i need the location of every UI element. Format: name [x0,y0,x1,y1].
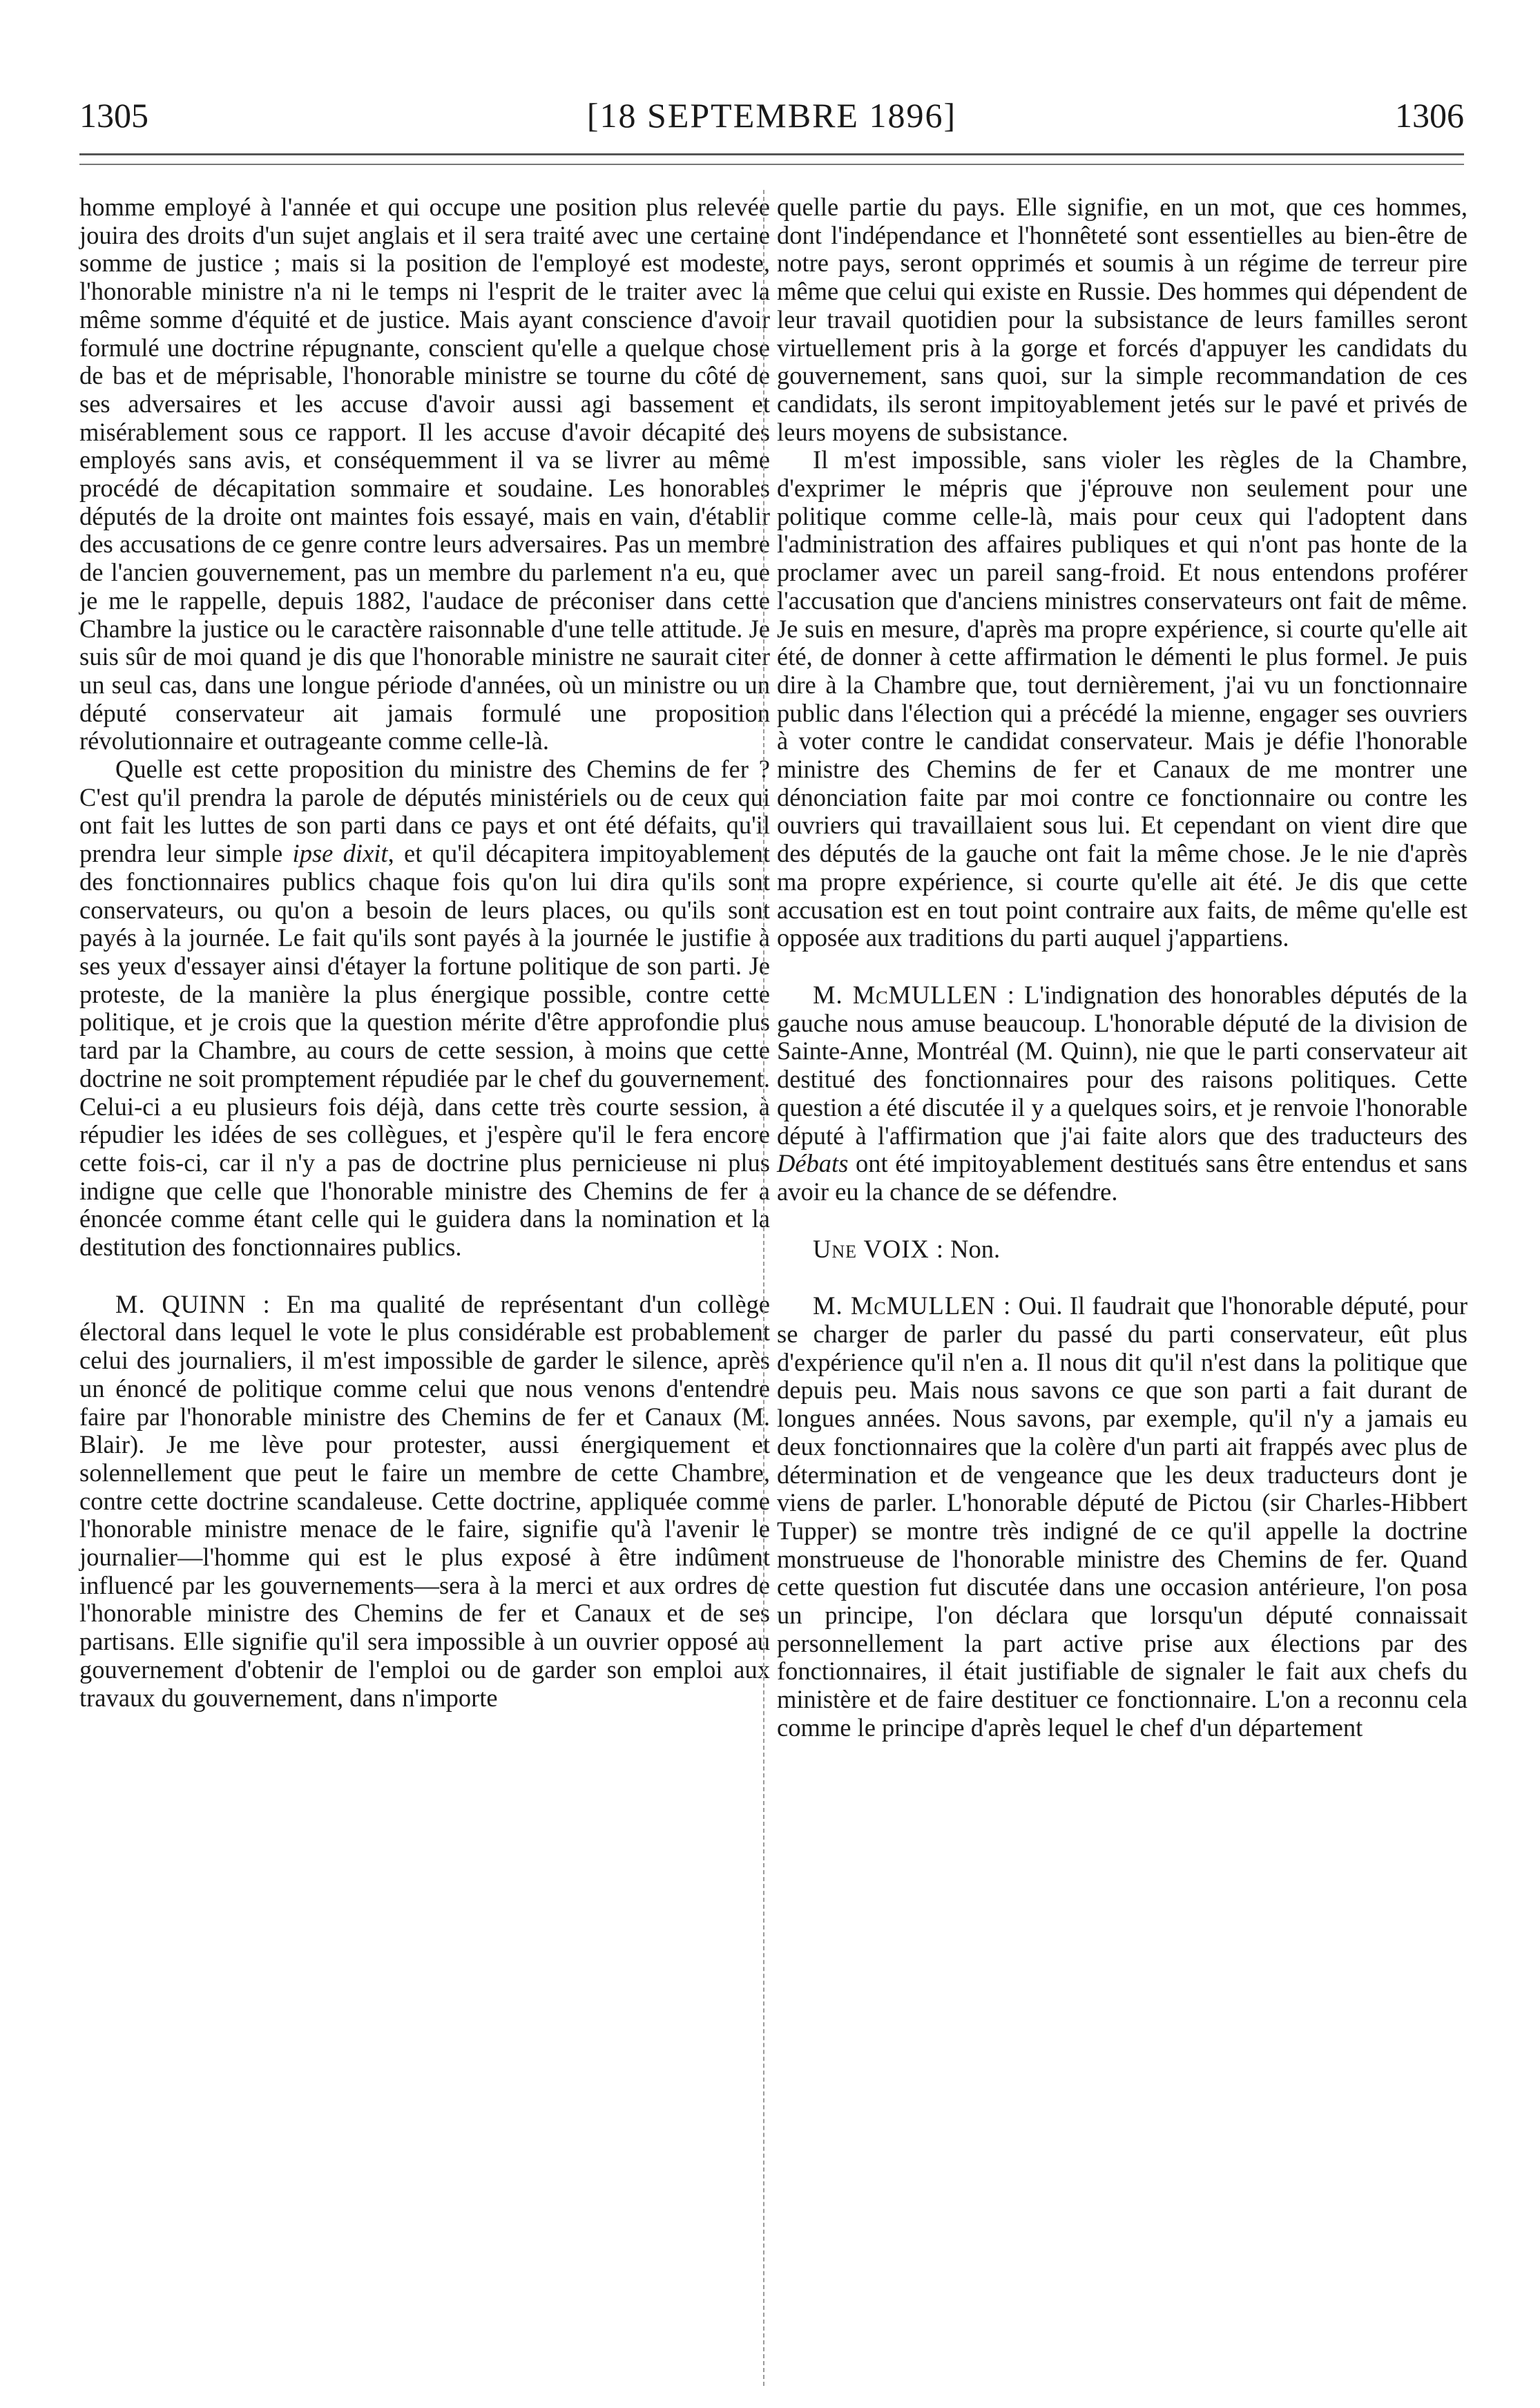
paragraph: quelle partie du pays. Elle signifie, en un mot, que ces hommes, dont l'indépendance et l'honnêteté sont essentielles au bien-être de notre pays, seront opprimés et soumis à un régime de terreur pire même que celui qui existe en Russie. Des hommes qui dépendent de leur travail quotidien pour la subsistance de leurs familles seront virtuellement pris à la gorge et forcés d'appuyer les candidats du gouvernement, sans quoi, sur la simple recommandation de ces candidats, ils seront impitoyablement jetés sur le pavé et privés de leurs moyens de subsistance. [777,193,1467,446]
right-column [777,193,1467,1742]
paragraph: homme employé à l'année et qui occupe une position plus relevée jouira des droits d'un sujet anglais et il sera traité avec une certaine somme de justice ; mais si la position de l'employé est modeste, l'honorable ministre n'a ni le temps ni l'esprit de le traiter avec la même somme d'équité et de justice. Mais ayant conscience d'avoir formulé une doctrine répugnante, conscient qu'elle a quelque chose de bas et de méprisable, l'honorable ministre se tourne du côté de ses adversaires et les accuse d'avoir aussi agi bassement et misérablement sous ce rapport. Il les accuse d'avoir décapité des employés sans avis, et conséquemment il va se livrer au même procédé de décapitation sommaire et soudaine. Les honorables députés de la droite ont maintes fois essayé, mais en vain, d'établir des accusations de ce genre contre leurs adversaires. Pas un membre de l'ancien gouvernement, pas un membre du parlement n'a eu, que je me le rappelle, depuis 1882, l'audace de préconiser dans cette Chambre la justice ou le caractère raisonnable d'une telle attitude. Je suis sûr de moi quand je dis que l'honorable ministre ne saurait citer un seul cas, dans une longue période d'années, où un ministre ou un député conservateur ait jamais formulé une proposition révolutionnaire et outrageante comme celle-là. [79,193,770,755]
paragraph-text: Quelle est cette proposition du ministre des Chemins de fer ? C'est qu'il prendra la parole de députés ministériels ou de ceux qui ont fait les luttes de son parti dans ce pays et ont été défaits, qu'il prendra leur simple [79,755,770,868]
speech-text: En ma qualité de représentant d'un collège électoral dans lequel le vote le plus considérable est probablement celui des journaliers, il m'est impossible de garder le silence, après un énoncé de politique comme celui que nous venons d'entendre faire par l'honorable ministre des Chemins de fer et Canaux (M. Blair). Je me lève pour protester, aussi énergiquement et solennellement que peut le faire un membre de cette Chambre, contre cette doctrine scandaleuse. Cette doctrine, appliquée comme l'honorable ministre menace de le faire, signifie qu'à l'avenir le journalier—l'homme qui est le plus exposé à être indûment influencé par les gouvernements—sera à la merci et aux ordres de l'honorable ministre des Chemins de fer et Canaux et de ses partisans. Elle signifie qu'il sera impossible à un ouvrier opposé au gouvernement d'obtenir de l'emploi ou de garder son emploi aux travaux du gouvernement, dans n'importe [79,1289,771,1712]
speech-text: ont été impitoyablement destitués sans être entendus et sans avoir eu la chance de se défendre. [777,1149,1467,1206]
speech-paragraph [777,1292,1467,1742]
speaker-name: Une VOIX : [813,1234,944,1263]
paragraph-text: , et qu'il décapitera impitoyablement des fonctionnaires publics chaque fois qu'on lui dira qu'ils sont conservateurs, ou qu'on a besoin de leurs places, ou qu'ils sont payés à la journée. Le fait qu'ils sont payés à la journée le justifie à ses yeux d'essayer ainsi d'étayer la fortune politique de son parti. Je proteste, de la manière la plus énergique possible, contre cette politique, et je crois que la question mérite d'être approfondie plus tard par la Chambre, au cours de cette session, à moins que cette doctrine ne soit promptement répudiée par le chef du gouvernement. Celui-ci a eu plusieurs fois déjà, dans cette très courte session, à répudier les idées de ses collègues, et j'espère qu'il le fera encore cette fois-ci, car il n'y a pas de doctrine plus pernicieuse ni plus indigne que celle que l'honorable ministre des Chemins de fer a énoncée comme étant celle qui le guidera dans la nomination et la destitution des fonctionnaires publics. [79,839,770,1262]
italic-phrase: ipse dixit [292,839,388,868]
speaker-name: M. McMULLEN : [813,980,1015,1009]
page-number-left: 1305 [79,96,148,135]
header-rule [79,153,1464,165]
speaker-name: M. QUINN : [115,1289,271,1318]
speech-paragraph [79,1291,770,1713]
speech-paragraph [777,981,1467,1206]
paragraph [79,755,770,1262]
speaker-name: M. McMULLEN : [813,1291,1012,1320]
speech-text: Oui. Il faudrait que l'honorable député, pour se charger de parler du passé du parti conservateur, eût plus d'expérience qu'il n'en a. Il nous dit qu'il n'est dans la politique que depuis peu. Mais nous savons ce que son parti a fait durant de longues années. Nous savons, par exemple, qu'il n'y a jamais eu deux fonctionnaires que la colère d'un parti ait frappés avec plus de détermination et de vengeance que les deux traducteurs dont je viens de parler. L'honorable député de Pictou (sir Charles-Hibbert Tupper) se montre très indigné de ce qu'il appelle la doctrine monstrueuse de l'honorable ministre des Chemins de fer. Quand cette question fut discutée dans une occasion antérieure, l'on posa un principe, l'on déclara que lorsqu'un député connaissait personnellement la part active prise aux élections par des fonctionnaires, il était justifiable de signaler le fait aux chefs du ministère et de faire destituer ce fonctionnaire. L'on a reconnu cela comme le principe d'après lequel le chef d'un département [777,1291,1467,1742]
column-divider [763,190,764,2386]
speech-paragraph [777,1235,1467,1264]
speech-text: L'indignation des honorables députés de la gauche nous amuse beaucoup. L'honorable député de la division de Sainte-Anne, Montréal (M. Quinn), nie que le parti conservateur ait destitué des fonctionnaires pour des raisons politiques. Cette question a été discutée il y a quelques soirs, et je renvoie l'honorable député à l'affirmation que j'ai faite alors que des traducteurs des [777,980,1468,1150]
header-date: [18 SEPTEMBRE 1896] [586,96,957,135]
italic-phrase: Débats [777,1149,849,1178]
speech-text: Non. [950,1234,1001,1263]
page-header [79,69,1464,135]
paragraph: Il m'est impossible, sans violer les règles de la Chambre, d'exprimer le mépris que j'éprouve non seulement pour une politique comme celle-là, mais pour ceux qui l'adoptent dans l'administration des affaires publiques et qui n'ont pas honte de la proclamer avec un pareil sang-froid. Et nous entendons proférer l'accusation que d'anciens ministres conservateurs ont fait de même. Je suis en mesure, d'après ma propre expérience, si courte qu'elle ait été, de donner à cette affirmation le démenti le plus formel. Je puis dire à la Chambre que, tout dernièrement, j'ai vu un fonctionnaire public dans l'élection qui a précédé la mienne, engager ses ouvriers à voter contre le candidat conservateur. Mais je défie l'honorable ministre des Chemins de fer et Canaux de me montrer une dénonciation faite par moi contre ce fonctionnaire ou contre les ouvriers qui travaillaient sous lui. Et cependant on vient dire que des députés de la gauche ont fait la même chose. Je le nie d'après ma propre expérience, si courte qu'elle ait été. Je dis que cette accusation est en tout point contraire aux faits, de même qu'elle est opposée aux traditions du parti auquel j'appartiens. [777,445,1467,952]
page-number-right: 1306 [1395,96,1464,135]
left-column [79,193,770,1712]
